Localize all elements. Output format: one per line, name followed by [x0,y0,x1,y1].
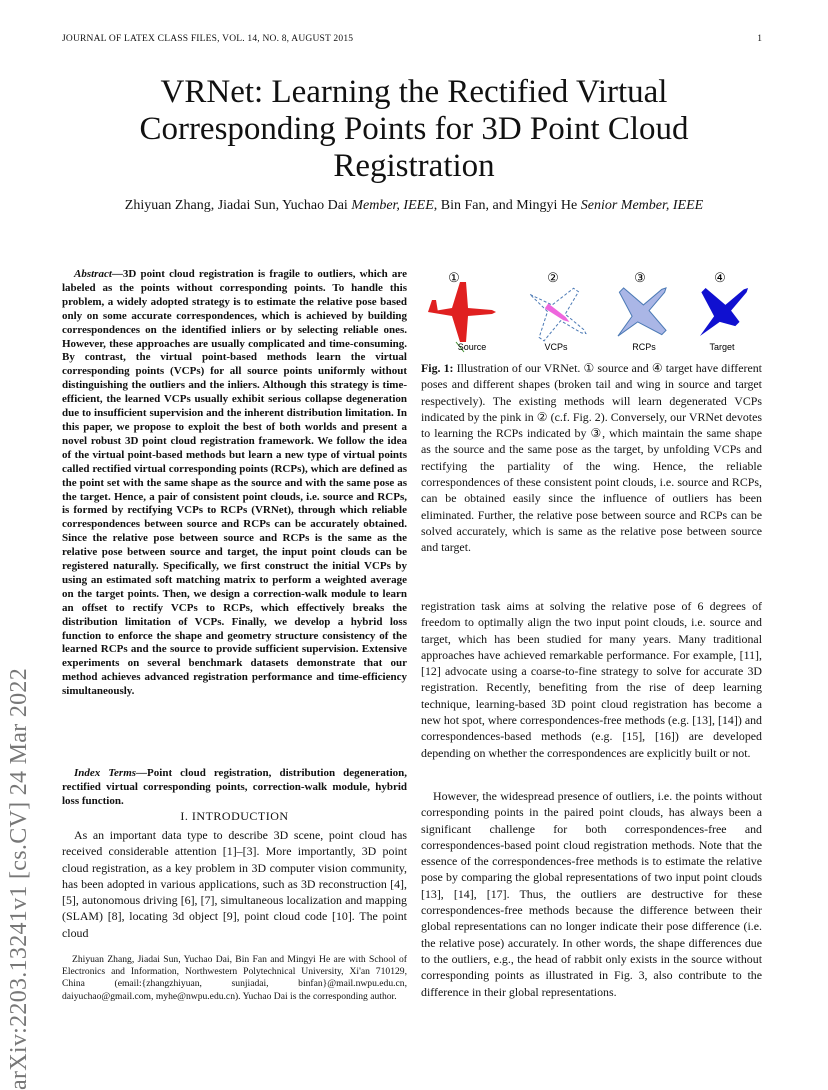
author-list: Zhiyuan Zhang, Jiadai Sun, Yuchao Dai Member, IEEE, Bin Fan, and Mingyi He Senior Member, IEEE [124,198,704,213]
fig-number-2: ② [547,270,559,285]
figure-1-illustration [428,268,760,354]
arxiv-id: arXiv:2203.13241v1 [cs.CV] 24 Mar 2022 [6,667,32,1090]
arxiv-stamp [6,667,46,1090]
figure-1 [428,268,760,354]
caption-label: Fig. 1: [421,361,454,375]
intro-paragraph: As an important data type to describe 3D scene, point cloud has received considerable attention [1]–[3]. More importantly, 3D point cloud registration, as a key problem in 3D computer vision community, has been adopted in various applications, such as 3D reconstruction [4], [5], autonomous driving [6], [7], simultaneous localization and mapping (SLAM) [8], locating 3d object [9], point cloud code [10]. The point cloud [62,828,407,940]
figure-1-caption: Fig. 1: Illustration of our VRNet. ① source and ④ target have different poses and different shapes (broken tail and wing in source and target respectively). The existing methods will learn degenerated VCPs indicated by the pink in ② (c.f. Fig. 2). Conversely, our VRNet devotes to learning the RCPs indicated by ③, which maintain the same shape as the source and the same pose as the target, by unfolding VCPs and rectifying the partiality of the wing. Hence, the reliable correspondences of these consistent point clouds, i.e. source and RCPs, can be obtained easily since the influence of outliers has been eliminated. Further, the relative pose between source and RCPs can be solved accurately, which is same as the relative pose between source and target. [421,361,762,555]
fig-label-source: Source [457,342,487,352]
right-paragraph-1: registration task aims at solving the relative pose of 6 degrees of freedom to optimally align the two input point clouds, i.e. source and target, which has been studied for many years. Many traditional approaches have achieved remarkable performance. For example, [11], [12] advocate using a coarse-to-fine strategy to solve for accurate 3D registration. Recently, benefiting from the rise of deep learning technique, learning-based 3D point cloud registration has become a new hot spot, where correspondences-free methods (e.g. [13], [14]) and correspondences-based methods (e.g. [15], [16]) are developed depending on whether the correspondences are explicitly built or not. [421,599,762,760]
fig-number-1: ① [448,270,460,285]
author-footnote: Zhiyuan Zhang, Jiadai Sun, Yuchao Dai, Bin Fan and Mingyi He are with School of Electronics and Information, Northwestern Polytechnical University, Xi'an 710129, China (email:{zhangzhiyuan, sunjiadai, binfan}@mail.nwpu.edu.cn, daiyuchao@gmail.com, myhe@nwpu.edu.cn). Yuchao Dai is the corresponding author. [62,954,407,1002]
index-terms: Index Terms—Point cloud registration, distribution degeneration, rectified virtual corresponding points, correction-walk module, hybrid loss function. [62,767,407,807]
paper-title: VRNet: Learning the Rectified Virtual Corresponding Points for 3D Point Cloud Registration [139,74,689,184]
page-number: 1 [757,34,762,44]
fig-number-3: ③ [634,270,646,285]
right-paragraph-2: However, the widespread presence of outliers, i.e. the points without corresponding points in the paired point clouds, has always been a significant challenge for both correspondences-free and correspondences-based point cloud registration methods. Note that the essence of the correspondences-free methods is to estimate the relative pose by comparing the global representations of two input point clouds [13], [14], [17]. Thus, the outliers are destructive for these correspondences-free methods because the difference between their global representations can no longer indicate their pose difference (i.e. the relative pose) accurately. In other words, the shape differences due to the outliers, e.g., the head of rabbit only exists in the source without corresponding points as illustrated in Fig. 3, also contribute to the difference in their global representations. [421,789,762,999]
abstract-label: Abstract [74,268,112,280]
fig-label-target: Target [709,342,735,352]
abstract-text: —3D point cloud registration is fragile to outliers, which are labeled as the points without corresponding points. To handle this problem, a widely adopted strategy is to estimate the relative pose based only on some accurate correspondences, which is achieved by building correspondences on the identified inliers or by selecting reliable ones. However, these approaches are usually complicated and time-consuming. By contrast, the virtual point-based methods learn the virtual corresponding points (VCPs) for all source points uniformly without distinguishing the outliers and the inliers. Although this strategy is time-efficient, the learned VCPs usually exhibit serious collapse degeneration due to insufficient supervision and the inherent distribution limitation. In this paper, we propose to exploit the best of both worlds and present a novel robust 3D point cloud registration framework. We follow the idea of the virtual point-based methods but learn a new type of virtual points called rectified virtual corresponding points (RCPs), which are defined as the point set with the same shape as the source and with the same pose as the target. Hence, a pair of consistent point clouds, i.e. source and RCPs, is formed by rectifying VCPs to RCPs (VRNet), through which reliable correspondences between source and RCPs can be accurately obtained. Since the relative pose between source and RCPs is the same as the relative pose between source and target, the input point clouds can be registered naturally. Specifically, we first construct the initial VCPs by using an estimated soft matching matrix to perform a weighted average on the target points. Then, we design a correction-walk module to learn an offset to rectify VCPs to RCPs, which effectively breaks the distribution limitation of VCPs. Finally, we develop a hybrid loss function to enforce the shape and geometry structure consistency of the learned RCPs and the source to provide sufficient supervision. Extensive experiments on several benchmark datasets demonstrate that our method achieves advanced registration performance and time-efficiency simultaneously. [62,268,407,698]
abstract [62,268,407,699]
fig-label-vcps: VCPs [544,342,568,352]
index-terms-label: Index Terms [74,767,137,779]
fig-label-rcps: RCPs [632,342,656,352]
fig-number-4: ④ [714,270,726,285]
running-header: JOURNAL OF LATEX CLASS FILES, VOL. 14, NO. 8, AUGUST 2015 [62,34,354,44]
section-title-introduction: I. INTRODUCTION [180,809,289,823]
